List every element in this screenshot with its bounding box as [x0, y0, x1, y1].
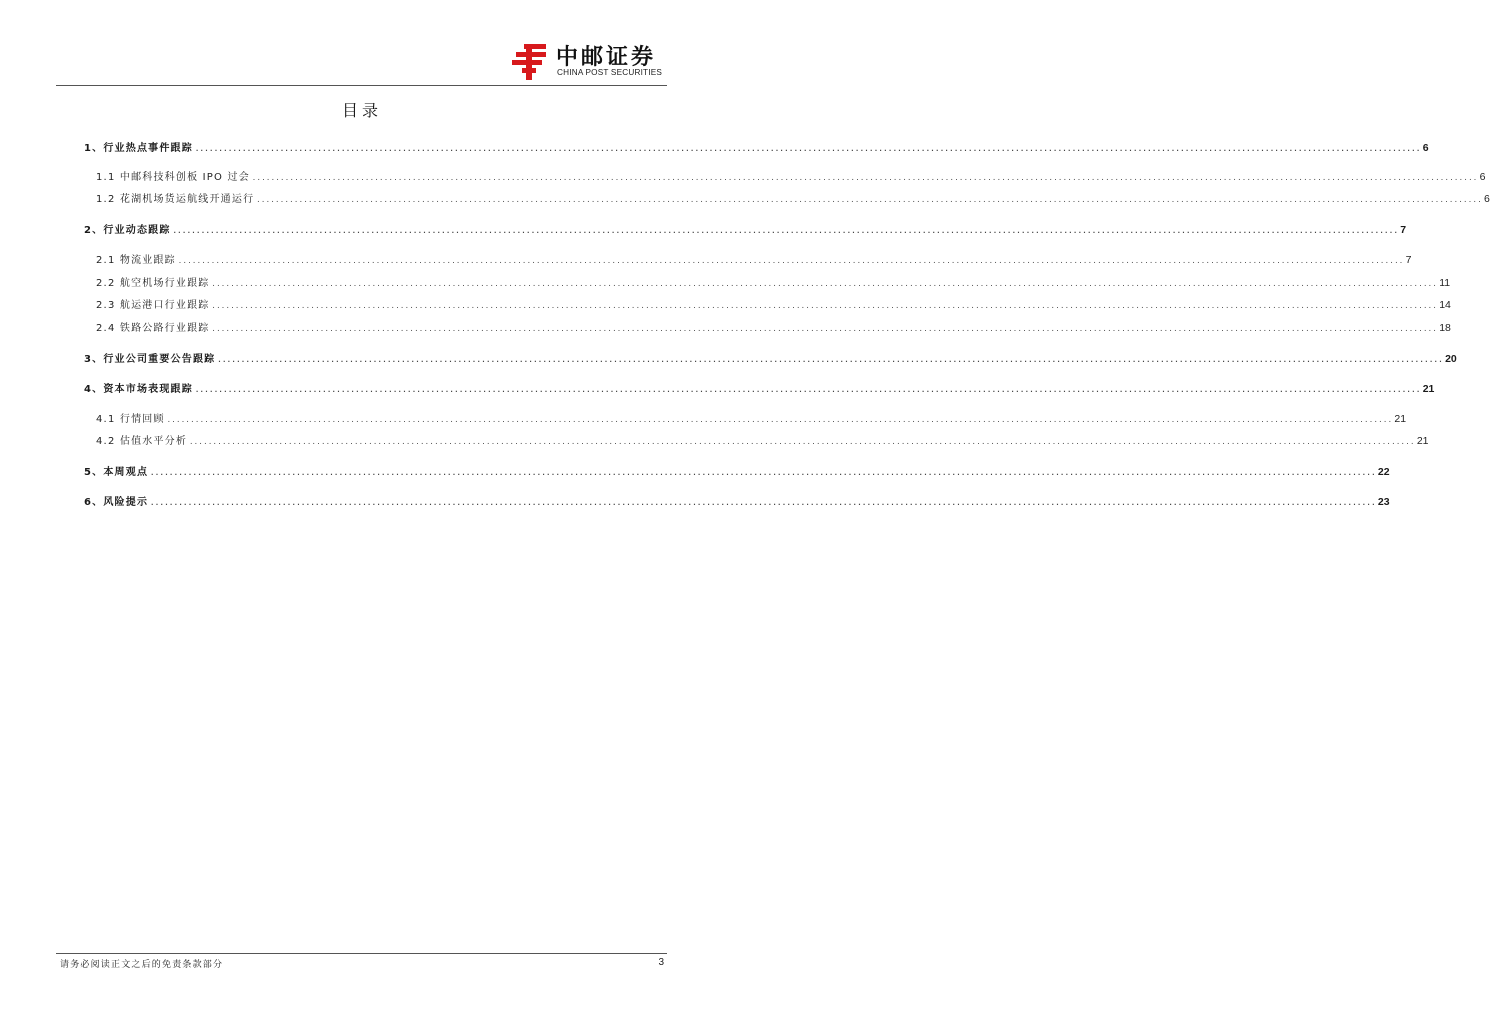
toc-leader-dots: ....................................................................................................................................................................................................................................................................	[256, 196, 1483, 204]
toc-item-label: 1、行业热点事件跟踪	[84, 143, 193, 154]
toc-item[interactable]	[96, 434, 1429, 449]
toc-item-page: 23	[1377, 496, 1390, 508]
toc-item-page: 20	[1445, 353, 1457, 365]
footer-divider	[56, 953, 667, 954]
toc-item-page: 6	[1484, 193, 1490, 205]
toc-item[interactable]	[84, 382, 1435, 397]
toc-leader-dots: ....................................................................................................................................................................................................................................................................	[211, 280, 1438, 288]
toc-item-label: 4.1 行情回顾	[96, 414, 165, 425]
toc-item-page: 6	[1422, 142, 1429, 154]
toc-item-label: 3、行业公司重要公告跟踪	[84, 354, 216, 365]
toc-item-label: 2.3 航运港口行业跟踪	[96, 300, 210, 311]
toc-leader-dots: ....................................................................................................................................................................................................................................................................	[211, 325, 1438, 333]
toc-item[interactable]	[84, 495, 1390, 510]
toc-leader-dots: ....................................................................................................................................................................................................................................................................	[194, 386, 1421, 394]
logo-chinese-name: 中邮证券	[556, 45, 657, 70]
toc-item-page: 18	[1439, 322, 1451, 334]
toc-title: 目录	[341, 101, 382, 120]
toc-item[interactable]	[96, 170, 1486, 185]
toc-item-label: 2、行业动态跟踪	[84, 225, 171, 236]
toc-item-page: 14	[1439, 299, 1451, 311]
toc-item-page: 21	[1416, 435, 1429, 447]
toc-item[interactable]	[96, 192, 1490, 207]
toc-item-label: 1.2 花湖机场货运航线开通运行	[96, 194, 255, 205]
toc-item-page: 6	[1479, 171, 1486, 183]
toc-item[interactable]	[84, 223, 1407, 238]
logo-english-name: CHINA POST SECURITIES	[557, 68, 663, 77]
toc-leader-dots: ....................................................................................................................................................................................................................................................................	[189, 438, 1415, 446]
toc-item-page: 21	[1422, 383, 1435, 395]
toc-leader-dots: ....................................................................................................................................................................................................................................................................	[211, 302, 1438, 310]
toc-leader-dots: ....................................................................................................................................................................................................................................................................	[194, 145, 1421, 153]
toc-leader-dots: ....................................................................................................................................................................................................................................................................	[150, 499, 1376, 507]
company-logo	[512, 42, 672, 82]
toc-item[interactable]	[96, 298, 1451, 313]
toc-leader-dots: ....................................................................................................................................................................................................................................................................	[166, 416, 1393, 424]
toc-leader-dots: ....................................................................................................................................................................................................................................................................	[177, 257, 1404, 265]
toc-item[interactable]	[84, 141, 1429, 156]
toc-leader-dots: ....................................................................................................................................................................................................................................................................	[172, 227, 1399, 235]
toc-item-label: 5、本周观点	[84, 467, 149, 478]
toc-item-label: 4、资本市场表现跟踪	[84, 384, 193, 395]
disclaimer-note: 请务必阅读正文之后的免责条款部分	[60, 960, 224, 970]
page-header	[0, 0, 724, 88]
toc-item-label: 4.2 估值水平分析	[96, 436, 188, 447]
toc-item[interactable]	[96, 412, 1407, 427]
page-number: 3	[658, 957, 664, 968]
toc-item-page: 21	[1394, 413, 1407, 425]
header-divider	[56, 85, 667, 86]
toc-item[interactable]	[96, 321, 1451, 336]
toc-leader-dots: ....................................................................................................................................................................................................................................................................	[251, 174, 1478, 182]
toc-item[interactable]	[96, 276, 1451, 291]
toc-leader-dots: ....................................................................................................................................................................................................................................................................	[217, 356, 1444, 364]
toc-item-label: 2.4 铁路公路行业跟踪	[96, 323, 210, 334]
toc-leader-dots: ....................................................................................................................................................................................................................................................................	[150, 469, 1376, 477]
toc-item-label: 2.2 航空机场行业跟踪	[96, 278, 210, 289]
toc-item-label: 6、风险提示	[84, 497, 149, 508]
toc-item[interactable]	[84, 352, 1457, 367]
toc-item-page: 22	[1377, 466, 1390, 478]
toc-item-page: 11	[1439, 277, 1451, 289]
toc-item-label: 2.1 物流业跟踪	[96, 255, 176, 266]
toc-item[interactable]	[96, 253, 1412, 268]
toc-item-page: 7	[1400, 224, 1407, 236]
toc-item-page: 7	[1405, 254, 1412, 266]
china-post-logo-icon	[512, 42, 552, 80]
toc-item-label: 1.1 中邮科技科创板 IPO 过会	[96, 172, 250, 183]
toc-item[interactable]	[84, 465, 1390, 480]
